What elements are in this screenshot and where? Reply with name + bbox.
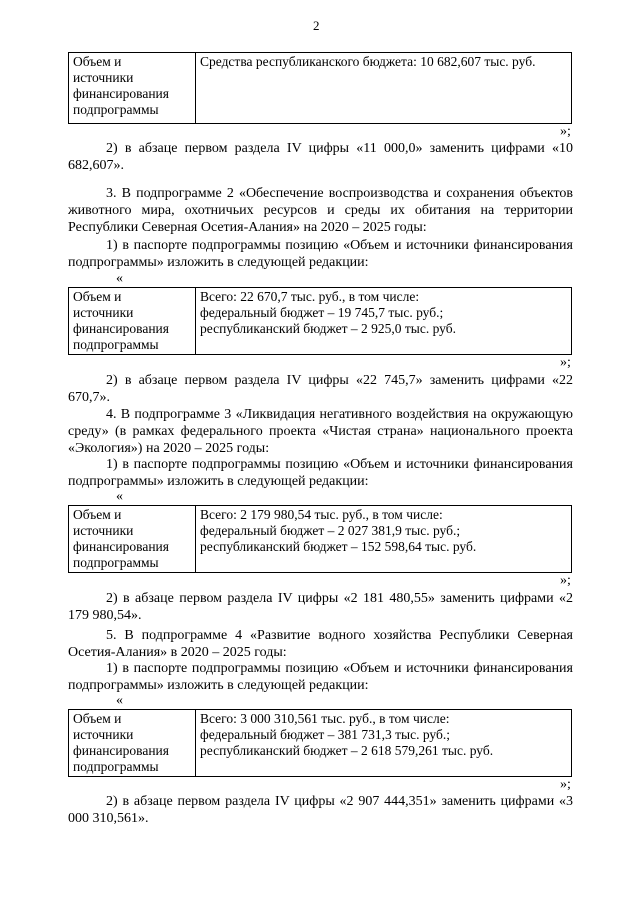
paragraph: 4. В подпрограмме 3 «Ликвидация негативного воздействия на окружающую среду» (в рамках федерального проекта «Чистая страна» национального проекта «Экология») на 2020 – 2025 годы: xyxy=(68,407,573,456)
table-value-cell xyxy=(196,710,572,777)
closing-quote: »; xyxy=(560,355,571,370)
paragraph: 2) в абзаце первом раздела IV цифры «11 000,0» заменить цифрами «10 682,607». xyxy=(68,141,573,173)
opening-quote: « xyxy=(116,489,123,504)
table-label-line: источники xyxy=(73,70,134,85)
table-value-line: федеральный бюджет – 19 745,7 тыс. руб.; xyxy=(200,305,444,320)
table-label-line: источники xyxy=(73,305,134,320)
table-label-cell xyxy=(69,506,196,573)
table-label-line: подпрограммы xyxy=(73,759,159,774)
table-label-line: Объем и xyxy=(73,507,122,522)
table-value-line: республиканский бюджет – 152 598,64 тыс. руб. xyxy=(200,539,477,554)
table-value-text: Средства республиканского бюджета: 10 682,607 тыс. руб. xyxy=(200,54,536,69)
paragraph: 5. В подпрограмме 4 «Развитие водного хозяйства Республики Северная Осетия-Алания» в 2020 – 2025 годы: xyxy=(68,628,573,660)
table-value-line: Всего: 2 179 980,54 тыс. руб., в том числе: xyxy=(200,507,443,522)
table-label-line: источники xyxy=(73,727,134,742)
opening-quote: « xyxy=(116,271,123,286)
table-label-line: Объем и xyxy=(73,289,122,304)
table-value-cell xyxy=(196,288,572,355)
opening-quote: « xyxy=(116,693,123,708)
table-value-cell xyxy=(196,53,572,124)
table-value-line: Всего: 3 000 310,561 тыс. руб., в том числе: xyxy=(200,711,450,726)
paragraph: 1) в паспорте подпрограммы позицию «Объем и источники финансирования подпрограммы» изложить в следующей редакции: xyxy=(68,457,573,489)
table-value-line: Всего: 22 670,7 тыс. руб., в том числе: xyxy=(200,289,420,304)
table-label-line: Объем и xyxy=(73,54,122,69)
page-number: 2 xyxy=(313,18,320,33)
paragraph: 3. В подпрограмме 2 «Обеспечение воспроизводства и сохранения объектов животного мира, охотничьих ресурсов и среды их обитания на территории Республики Северная Осетия-Алания» на 2020 – 2025 годы: xyxy=(68,186,573,235)
paragraph: 2) в абзаце первом раздела IV цифры «22 745,7» заменить цифрами «22 670,7». xyxy=(68,373,573,405)
table-label-line: подпрограммы xyxy=(73,102,159,117)
table-label-cell xyxy=(69,288,196,355)
closing-quote: »; xyxy=(560,573,571,588)
table-label-line: финансирования xyxy=(73,743,169,758)
passport-table-1 xyxy=(68,52,572,124)
table-label-line: финансирования xyxy=(73,86,169,101)
table-label-line: финансирования xyxy=(73,321,169,336)
paragraph: 2) в абзаце первом раздела IV цифры «2 907 444,351» заменить цифрами «3 000 310,561». xyxy=(68,794,573,826)
passport-table-3 xyxy=(68,505,572,573)
paragraph: 1) в паспорте подпрограммы позицию «Объем и источники финансирования подпрограммы» изложить в следующей редакции: xyxy=(68,238,573,270)
table-label-line: подпрограммы xyxy=(73,337,159,352)
table-value-line: федеральный бюджет – 2 027 381,9 тыс. руб.; xyxy=(200,523,461,538)
table-value-cell xyxy=(196,506,572,573)
closing-quote: »; xyxy=(560,124,571,139)
table-label-line: Объем и xyxy=(73,711,122,726)
table-value-line: республиканский бюджет – 2 618 579,261 тыс. руб. xyxy=(200,743,494,758)
paragraph: 2) в абзаце первом раздела IV цифры «2 181 480,55» заменить цифрами «2 179 980,54». xyxy=(68,591,573,623)
table-label-cell xyxy=(69,53,196,124)
table-label-line: подпрограммы xyxy=(73,555,159,570)
table-label-line: источники xyxy=(73,523,134,538)
closing-quote: »; xyxy=(560,777,571,792)
passport-table-2 xyxy=(68,287,572,355)
table-value-line: федеральный бюджет – 381 731,3 тыс. руб.; xyxy=(200,727,450,742)
paragraph: 1) в паспорте подпрограммы позицию «Объем и источники финансирования подпрограммы» изложить в следующей редакции: xyxy=(68,661,573,693)
table-value-line: республиканский бюджет – 2 925,0 тыс. руб. xyxy=(200,321,456,336)
table-label-line: финансирования xyxy=(73,539,169,554)
passport-table-4 xyxy=(68,709,572,777)
table-label-cell xyxy=(69,710,196,777)
